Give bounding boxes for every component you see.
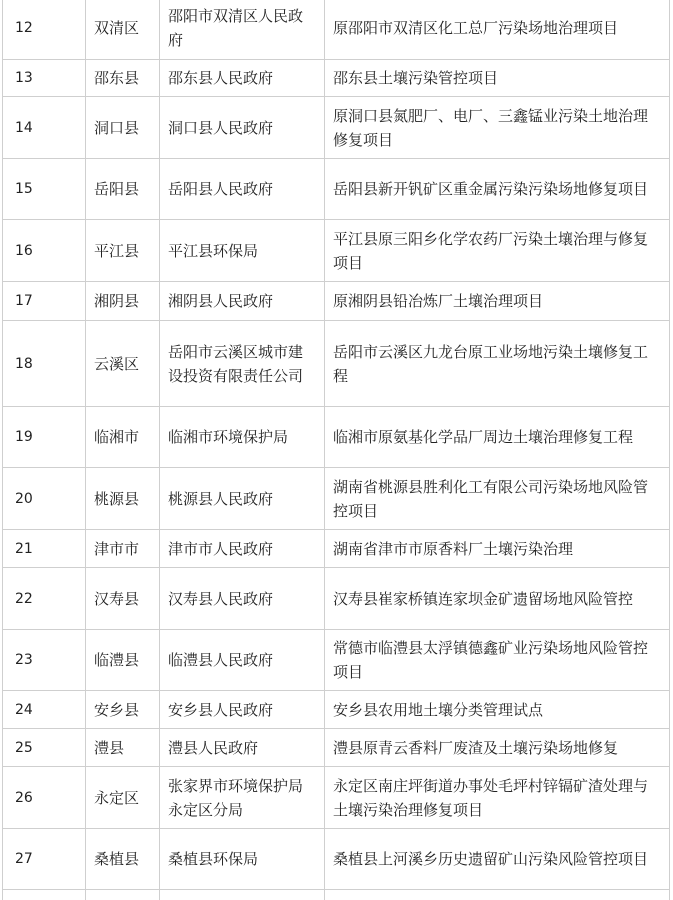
project-name-cell: 常德市临澧县太浮镇德鑫矿业污染场地风险管控项目	[325, 630, 670, 691]
row-number: 13	[3, 60, 86, 97]
county-cell: 桃源县	[86, 468, 160, 530]
responsible-entity-cell: 桃源县人民政府	[160, 468, 325, 530]
responsible-entity-cell: 洞口县人民政府	[160, 97, 325, 159]
empty-cell	[160, 890, 325, 900]
responsible-entity-cell: 汉寿县人民政府	[160, 568, 325, 630]
project-name-cell: 临湘市原氨基化学品厂周边土壤治理修复工程	[325, 407, 670, 468]
project-name-cell: 湖南省桃源县胜利化工有限公司污染场地风险管控项目	[325, 468, 670, 530]
table-row	[3, 159, 670, 220]
responsible-entity-cell: 湘阴县人民政府	[160, 282, 325, 321]
table-row	[3, 829, 670, 890]
project-name-cell: 邵东县土壤污染管控项目	[325, 60, 670, 97]
row-number: 26	[3, 767, 86, 829]
row-number: 12	[3, 0, 86, 60]
project-name-cell: 澧县原青云香料厂废渣及土壤污染场地修复	[325, 729, 670, 767]
county-cell: 湘阴县	[86, 282, 160, 321]
county-cell: 津市市	[86, 530, 160, 568]
county-cell: 安乡县	[86, 691, 160, 729]
project-name-cell: 平江县原三阳乡化学农药厂污染土壤治理与修复项目	[325, 220, 670, 282]
project-table-container	[2, 0, 670, 900]
county-cell: 邵东县	[86, 60, 160, 97]
project-name-cell: 原湘阴县铅冶炼厂土壤治理项目	[325, 282, 670, 321]
table-row	[3, 729, 670, 767]
project-name-cell: 永定区南庄坪街道办事处毛坪村锌镉矿渣处理与土壤污染治理修复项目	[325, 767, 670, 829]
responsible-entity-cell: 邵东县人民政府	[160, 60, 325, 97]
county-cell: 桑植县	[86, 829, 160, 890]
project-name-cell: 湖南省津市市原香料厂土壤污染治理	[325, 530, 670, 568]
county-cell: 临澧县	[86, 630, 160, 691]
responsible-entity-cell: 邵阳市双清区人民政府	[160, 0, 325, 60]
county-cell: 双清区	[86, 0, 160, 60]
row-number: 24	[3, 691, 86, 729]
table-row	[3, 220, 670, 282]
row-number: 20	[3, 468, 86, 530]
county-cell: 永定区	[86, 767, 160, 829]
table-row	[3, 468, 670, 530]
table-row	[3, 60, 670, 97]
row-number: 17	[3, 282, 86, 321]
row-number: 22	[3, 568, 86, 630]
county-cell: 云溪区	[86, 321, 160, 407]
county-cell: 洞口县	[86, 97, 160, 159]
table-row	[3, 282, 670, 321]
table-row	[3, 321, 670, 407]
responsible-entity-cell: 临澧县人民政府	[160, 630, 325, 691]
row-number: 15	[3, 159, 86, 220]
table-row	[3, 630, 670, 691]
project-name-cell: 原洞口县氮肥厂、电厂、三鑫锰业污染土地治理修复项目	[325, 97, 670, 159]
county-cell: 澧县	[86, 729, 160, 767]
project-table-body	[3, 0, 670, 900]
row-number: 27	[3, 829, 86, 890]
table-row	[3, 767, 670, 829]
row-number: 18	[3, 321, 86, 407]
project-name-cell: 岳阳县新开钒矿区重金属污染污染场地修复项目	[325, 159, 670, 220]
table-row-partial	[3, 890, 670, 900]
empty-cell	[3, 890, 86, 900]
project-name-cell: 桑植县上河溪乡历史遗留矿山污染风险管控项目	[325, 829, 670, 890]
responsible-entity-cell: 临湘市环境保护局	[160, 407, 325, 468]
project-name-cell: 安乡县农用地土壤分类管理试点	[325, 691, 670, 729]
empty-cell	[325, 890, 670, 900]
empty-cell	[86, 890, 160, 900]
responsible-entity-cell: 安乡县人民政府	[160, 691, 325, 729]
project-name-cell: 岳阳市云溪区九龙台原工业场地污染土壤修复工程	[325, 321, 670, 407]
row-number: 25	[3, 729, 86, 767]
table-row	[3, 691, 670, 729]
responsible-entity-cell: 澧县人民政府	[160, 729, 325, 767]
table-row	[3, 0, 670, 60]
row-number: 23	[3, 630, 86, 691]
responsible-entity-cell: 岳阳县人民政府	[160, 159, 325, 220]
table-row	[3, 568, 670, 630]
row-number: 16	[3, 220, 86, 282]
responsible-entity-cell: 津市市人民政府	[160, 530, 325, 568]
table-row	[3, 530, 670, 568]
project-table	[2, 0, 670, 900]
responsible-entity-cell: 张家界市环境保护局永定区分局	[160, 767, 325, 829]
table-row	[3, 407, 670, 468]
table-row	[3, 97, 670, 159]
county-cell: 平江县	[86, 220, 160, 282]
row-number: 14	[3, 97, 86, 159]
county-cell: 岳阳县	[86, 159, 160, 220]
responsible-entity-cell: 桑植县环保局	[160, 829, 325, 890]
project-name-cell: 原邵阳市双清区化工总厂污染场地治理项目	[325, 0, 670, 60]
responsible-entity-cell: 岳阳市云溪区城市建设投资有限责任公司	[160, 321, 325, 407]
project-name-cell: 汉寿县崔家桥镇连家坝金矿遗留场地风险管控	[325, 568, 670, 630]
row-number: 19	[3, 407, 86, 468]
county-cell: 汉寿县	[86, 568, 160, 630]
county-cell: 临湘市	[86, 407, 160, 468]
responsible-entity-cell: 平江县环保局	[160, 220, 325, 282]
row-number: 21	[3, 530, 86, 568]
